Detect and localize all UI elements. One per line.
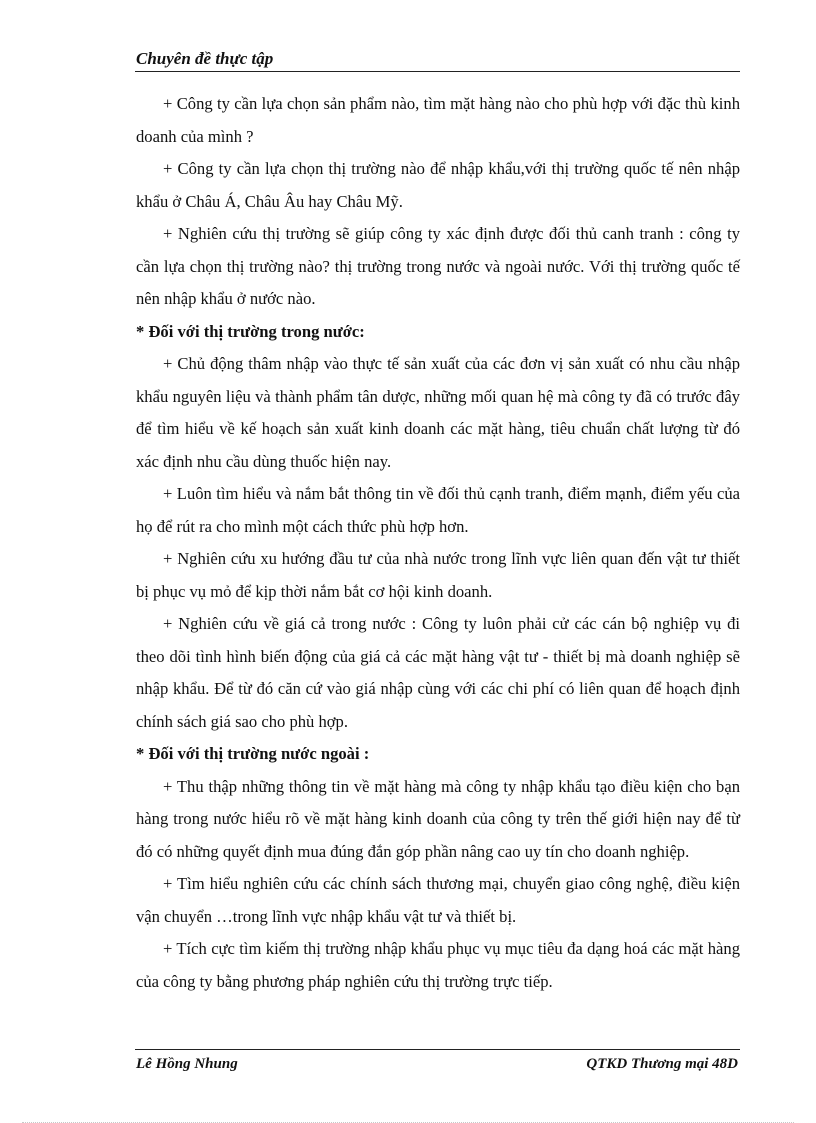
- paragraph-trade-policy: + Tìm hiểu nghiên cứu các chính sách thương mại, chuyển giao công nghệ, điều kiện vận chuyển …trong lĩnh vực nhập khẩu vật tư và thiết bị.: [136, 874, 740, 926]
- footer-divider: [135, 1049, 740, 1050]
- footer-author: Lê Hồng Nhung: [136, 1056, 238, 1072]
- paragraph-product-information: + Thu thập những thông tin về mặt hàng mà công ty nhập khẩu tạo điều kiện cho bạn hàng trong nước hiểu rõ về mặt hàng kinh doanh của công ty trên thế giới hiện nay để từ đó có những quyết định mua đúng đắn góp phần nâng cao uy tín cho doanh nghiệp.: [136, 776, 740, 861]
- paragraph-market-choice: + Công ty cần lựa chọn thị trường nào để nhập khẩu,với thị trường quốc tế nên nhập khẩu ở Châu Á, Châu Âu hay Châu Mỹ.: [136, 159, 740, 211]
- paragraph-competitor-research: + Nghiên cứu thị trường sẽ giúp công ty xác định được đối thủ canh tranh : công ty cần lựa chọn thị trường nào? thị trường trong nước và ngoài nước. Với thị trường quốc tế nên nhập khẩu ở nước nào.: [136, 224, 740, 308]
- footer-class-name: QTKD Thương mại 48D: [586, 1056, 738, 1072]
- paragraph-investment-trends: + Nghiên cứu xu hướng đầu tư của nhà nước trong lĩnh vực liên quan đến vật tư thiết bị phục vụ mỏ để kịp thời nắm bắt cơ hội kinh doanh.: [136, 549, 740, 601]
- header-title: Chuyên đề thực tập: [136, 49, 274, 68]
- paragraph-market-search: + Tích cực tìm kiếm thị trường nhập khẩu phục vụ mục tiêu đa dạng hoá các mặt hàng của công ty bằng phương pháp nghiên cứu thị trường trực tiếp.: [136, 939, 740, 991]
- paragraph-domestic-prices: + Nghiên cứu về giá cả trong nước : Công ty luôn phải cử các cán bộ nghiệp vụ đi theo dõi tình hình biến động của giá cả các mặt hàng vật tư - thiết bị mà doanh nghiệp sẽ nhập khẩu. Để từ đó căn cứ vào giá nhập cùng với các chi phí có liên quan để hoạch định chính sách giá sao cho phù hợp.: [136, 614, 740, 731]
- paragraph-competitor-info: + Luôn tìm hiểu và nắm bắt thông tin về đối thủ cạnh tranh, điểm mạnh, điểm yếu của họ để rút ra cho mình một cách thức phù hợp hơn.: [136, 484, 740, 536]
- paragraph-product-choice: + Công ty cần lựa chọn sản phẩm nào, tìm mặt hàng nào cho phù hợp với đặc thù kinh doanh của mình ?: [136, 94, 740, 146]
- section-heading-domestic: * Đối với thị trường trong nước:: [136, 321, 365, 341]
- section-heading-foreign: * Đối với thị trường nước ngoài :: [136, 744, 370, 763]
- paragraph-domestic-production: + Chủ động thâm nhập vào thực tế sản xuất của các đơn vị sản xuất có nhu cầu nhập khẩu nguyên liệu và thành phẩm tân dược, những mối quan hệ mà công ty đã có trước đây để tìm hiểu về kế hoạch sản xuất kinh doanh các mặt hàng, tiêu chuẩn chất lượng từ đó xác định nhu cầu dùng thuốc hiện nay.: [136, 354, 740, 471]
- header-divider: [135, 71, 740, 72]
- document-body: [136, 88, 740, 998]
